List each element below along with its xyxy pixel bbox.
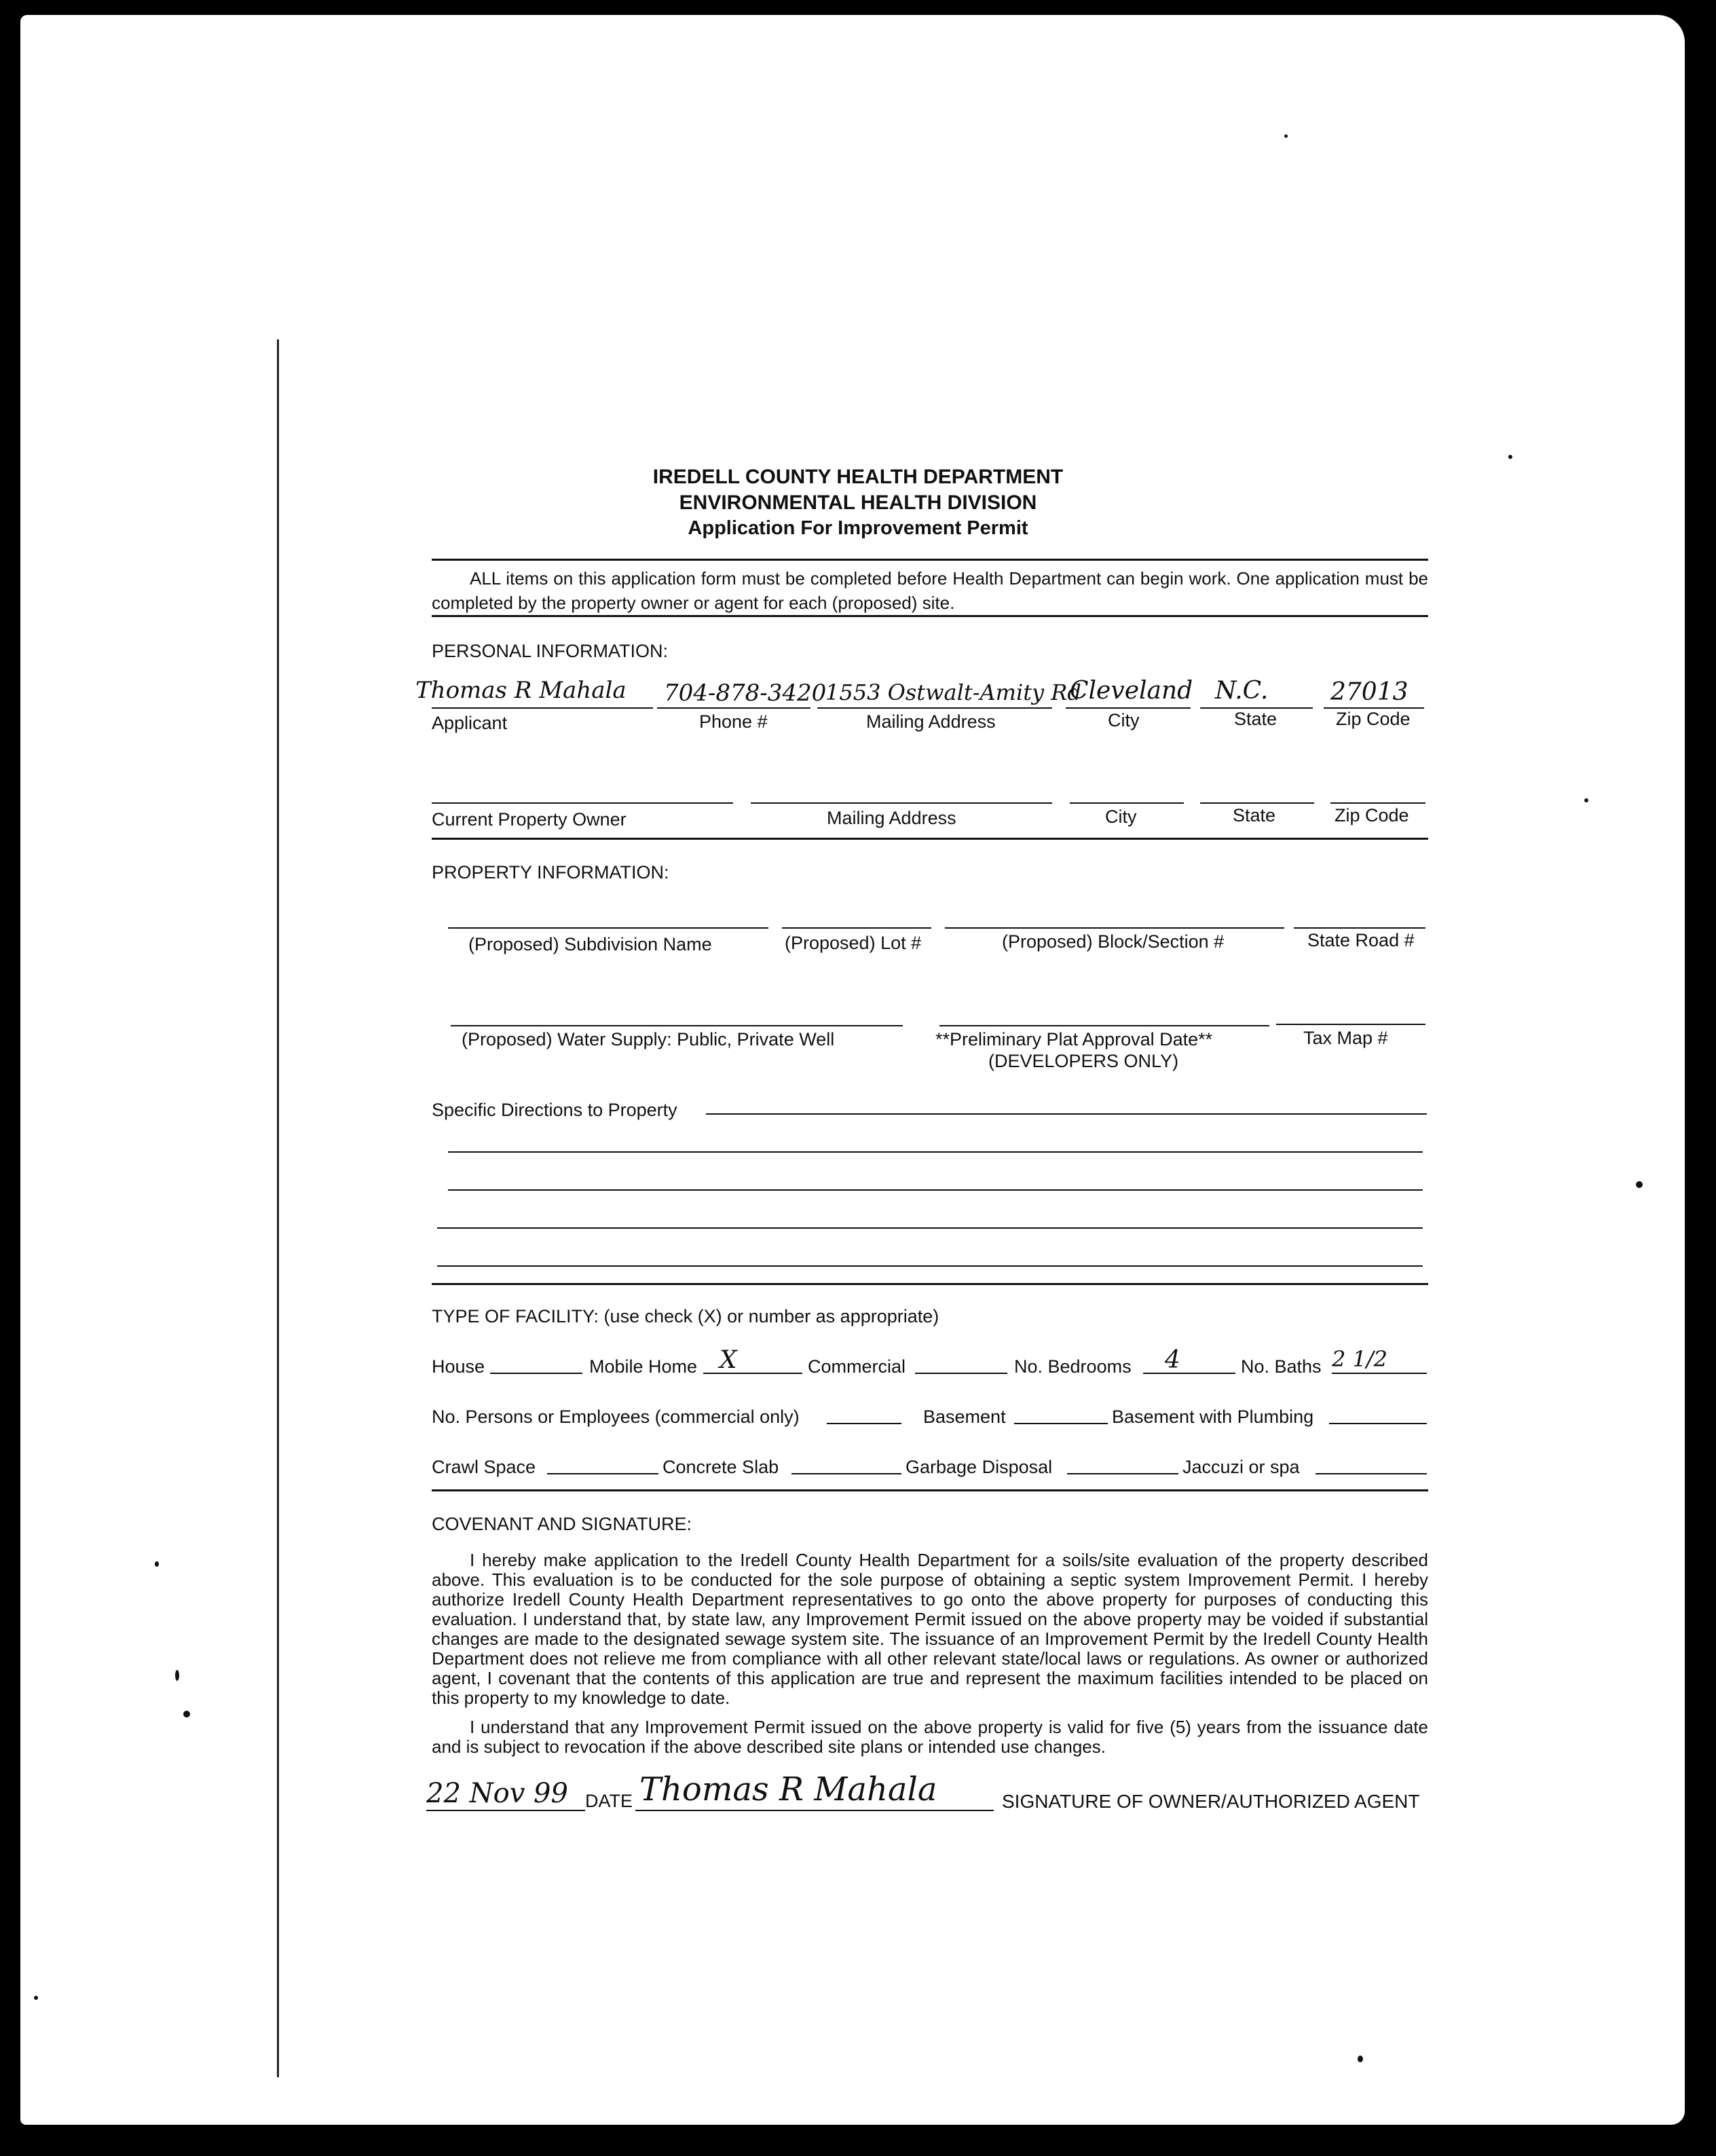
commercial-label: Commercial <box>808 1356 906 1377</box>
commercial-line <box>915 1373 1007 1374</box>
property-heading: PROPERTY INFORMATION: <box>432 862 669 882</box>
header-division: ENVIRONMENTAL HEALTH DIVISION <box>679 491 1037 514</box>
scan-speck <box>1358 2056 1363 2062</box>
phone-label: Phone # <box>699 711 768 732</box>
applicant-label: Applicant <box>432 713 508 733</box>
header-form-title: Application For Improvement Permit <box>688 517 1028 539</box>
signature-label: SIGNATURE OF OWNER/AUTHORIZED AGENT <box>1002 1791 1420 1812</box>
slab-line <box>791 1473 901 1474</box>
plat-label: **Preliminary Plat Approval Date** <box>935 1029 1213 1049</box>
scan-speck <box>34 1996 38 2000</box>
basement-label: Basement <box>923 1407 1006 1427</box>
house-label: House <box>432 1356 485 1377</box>
rule <box>432 1283 1428 1285</box>
signature-line <box>635 1810 994 1811</box>
directions-line <box>437 1265 1423 1267</box>
mailing-value[interactable]: 1553 Ostwalt-Amity Rd <box>825 680 1081 705</box>
subdivision-line <box>448 927 768 929</box>
directions-line <box>437 1227 1423 1229</box>
garbage-label: Garbage Disposal <box>906 1457 1053 1477</box>
city-label: City <box>1108 710 1140 730</box>
signature-value[interactable]: Thomas R Mahala <box>639 1770 937 1808</box>
mobile-value[interactable]: X <box>720 1346 737 1374</box>
bedrooms-value[interactable]: 4 <box>1165 1346 1180 1374</box>
directions-line <box>448 1189 1423 1191</box>
baths-value[interactable]: 2 1/2 <box>1332 1346 1388 1372</box>
owner-label: Current Property Owner <box>432 809 627 830</box>
scan-speck <box>1636 1181 1643 1188</box>
persons-line <box>827 1423 901 1424</box>
facility-heading: TYPE OF FACILITY: (use check (X) or number as appropriate) <box>432 1306 939 1326</box>
zip-value[interactable]: 27013 <box>1330 678 1409 706</box>
scan-speck <box>183 1711 190 1717</box>
phone-value[interactable]: 704-878-3420 <box>664 680 827 707</box>
state-value[interactable]: N.C. <box>1215 677 1269 705</box>
water-line <box>451 1025 903 1026</box>
basement-plumbing-line <box>1329 1423 1427 1424</box>
covenant-paragraph-1: I hereby make application to the Iredell County Health Department for a soils/site evaluation of the property described above. This evaluation is to be conducted for the sole purpose of obtaining a septic system Improvement Permit. I hereby authorize Iredell County Health Department representatives to go onto the above property for purposes of conducting this evaluation. I understand that, by state law, any Improvement Permit issued on the above property may be voided if substantial changes are made to the designated sewage system site. The issuance of an Improvement Permit by the Iredell County Health Department does not relieve me from compliance with all other relevant state/local laws or regulations. As owner or authorized agent, I covenant that the contents of this application are true and represent the maximum facilities intended to be placed on this property to my knowledge to date. <box>432 1550 1428 1708</box>
taxmap-line <box>1276 1024 1425 1025</box>
taxmap-label: Tax Map # <box>1303 1028 1388 1048</box>
date-line <box>426 1810 585 1811</box>
scan-speck <box>1508 455 1512 459</box>
mailing-label: Mailing Address <box>866 711 996 732</box>
crawl-label: Crawl Space <box>432 1457 536 1477</box>
road-label: State Road # <box>1307 930 1415 950</box>
bedrooms-line <box>1143 1373 1235 1374</box>
zip-label: Zip Code <box>1336 709 1411 729</box>
slab-label: Concrete Slab <box>663 1457 779 1477</box>
block-line <box>945 927 1284 929</box>
directions-label: Specific Directions to Property <box>432 1100 677 1120</box>
jaccuzi-label: Jaccuzi or spa <box>1182 1457 1300 1477</box>
owner-zip-line <box>1330 802 1425 804</box>
mobile-line <box>703 1373 802 1374</box>
covenant-heading: COVENANT AND SIGNATURE: <box>432 1514 692 1534</box>
baths-line <box>1332 1373 1427 1374</box>
garbage-line <box>1067 1473 1178 1474</box>
basement-plumbing-label: Basement with Plumbing <box>1112 1407 1314 1427</box>
scan-speck <box>1284 134 1288 138</box>
scan-speck <box>1584 798 1588 802</box>
owner-city-line <box>1070 802 1184 804</box>
bedrooms-label: No. Bedrooms <box>1014 1356 1132 1377</box>
jaccuzi-line <box>1316 1473 1427 1474</box>
lot-line <box>782 927 931 929</box>
crawl-line <box>547 1473 658 1474</box>
city-value[interactable]: Cleveland <box>1070 677 1193 705</box>
mailing-line <box>817 707 1052 709</box>
rule <box>432 559 1428 561</box>
date-label: DATE <box>585 1791 633 1811</box>
scan-speck <box>155 1561 159 1567</box>
city-line <box>1066 707 1191 709</box>
personal-heading: PERSONAL INFORMATION: <box>432 641 669 661</box>
owner-city-label: City <box>1105 806 1137 827</box>
directions-line <box>448 1151 1423 1153</box>
rule <box>432 838 1428 840</box>
plat-line <box>939 1025 1269 1026</box>
state-label: State <box>1234 709 1277 729</box>
rule <box>432 615 1428 617</box>
persons-label: No. Persons or Employees (commercial only) <box>432 1407 800 1427</box>
covenant-paragraph-2: I understand that any Improvement Permit issued on the above property is valid for five (5) years from the issuance date and is subject to revocation if the above described site plans or intended use changes. <box>432 1717 1428 1757</box>
rule <box>432 1489 1428 1491</box>
road-line <box>1294 927 1425 929</box>
plat-sublabel: (DEVELOPERS ONLY) <box>988 1051 1179 1071</box>
owner-mailing-label: Mailing Address <box>827 808 956 828</box>
owner-line <box>432 802 733 804</box>
applicant-value[interactable]: Thomas R Mahala <box>415 677 627 704</box>
baths-label: No. Baths <box>1241 1356 1322 1377</box>
subdivision-label: (Proposed) Subdivision Name <box>468 934 712 954</box>
scan-edge-line <box>277 339 279 2077</box>
scan-speck <box>175 1670 179 1681</box>
mobile-label: Mobile Home <box>589 1356 698 1377</box>
lot-label: (Proposed) Lot # <box>785 933 922 953</box>
owner-zip-label: Zip Code <box>1335 805 1409 825</box>
water-label: (Proposed) Water Supply: Public, Private Well <box>462 1029 835 1049</box>
basement-line <box>1014 1423 1108 1424</box>
date-value[interactable]: 22 Nov 99 <box>426 1778 568 1809</box>
header-department: IREDELL COUNTY HEALTH DEPARTMENT <box>652 466 1064 488</box>
owner-state-line <box>1200 802 1314 804</box>
directions-line <box>706 1113 1427 1115</box>
house-line <box>490 1373 582 1374</box>
block-label: (Proposed) Block/Section # <box>1002 931 1225 952</box>
phone-line <box>657 707 810 709</box>
applicant-line <box>432 707 653 709</box>
owner-mailing-line <box>751 802 1052 804</box>
intro-text: ALL items on this application form must be completed before Health Department can begin work. One application must be completed by the property owner or agent for each (proposed) site. <box>432 568 1428 613</box>
owner-state-label: State <box>1233 805 1276 825</box>
